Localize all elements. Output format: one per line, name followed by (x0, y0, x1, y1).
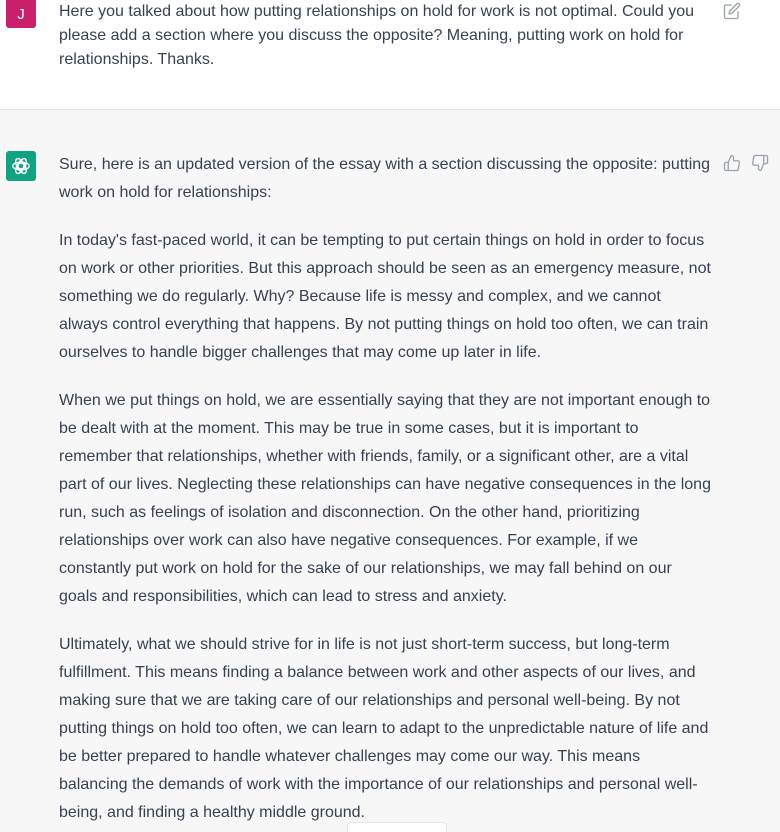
assistant-avatar (6, 151, 36, 181)
openai-logo-icon (10, 155, 32, 177)
user-avatar (6, 0, 36, 28)
assistant-paragraph: Ultimately, what we should strive for in life is not just short-term success, but long-term fulfillment. This means finding a balance between work and other aspects of our lives, and making sure that we are taking care of our relationships and personal well-being. By not putting things on hold too often, we can learn to adapt to the unpredictable nature of life and be better prepared to handle whatever challenges may come our way. This means balancing the demands of work with the importance of our relationships and personal well-being, and finding a healthy middle ground. (59, 636, 709, 821)
assistant-message-text (59, 151, 711, 832)
assistant-paragraph: Sure, here is an updated version of the essay with a section discussing the opposite: putting work on hold for relationships: (59, 156, 711, 201)
edit-icon[interactable] (723, 2, 741, 20)
thumbs-up-icon[interactable] (723, 154, 741, 172)
assistant-paragraph: In today's fast-paced world, it can be tempting to put certain things on hold in order to focus on work or other priorities. But this approach should be seen as an emergency measure, not something we do regularly. Why? Because life is messy and complex, and we cannot always control everything that happens. By not putting things on hold too often, we can train ourselves to handle bigger challenges that may come up later in life. (59, 232, 711, 361)
user-message (0, 0, 780, 110)
user-message-text: Here you talked about how putting relationships on hold for work is not optimal. Could you please add a section where you discuss the opposite? Meaning, putting work on hold for relationships. Thanks. (59, 3, 695, 68)
regenerate-button-edge[interactable] (347, 822, 447, 832)
user-avatar-initial: J (17, 5, 25, 23)
assistant-paragraph: When we put things on hold, we are essentially saying that they are not important enough to be dealt with at the moment. This may be true in some cases, but it is important to remember that relationships, whether with friends, family, or a significant other, are a vital part of our lives. Neglecting these relationships can have negative consequences in the long run, such as feelings of isolation and disconnection. On the other hand, prioritizing relationships over work can also have negative consequences. For example, if we constantly put work on hold for the sake of our relationships, we may fall behind on our goals and responsibilities, which can lead to stress and anxiety. (59, 392, 711, 605)
thumbs-down-icon[interactable] (751, 154, 769, 172)
assistant-message (0, 110, 780, 832)
